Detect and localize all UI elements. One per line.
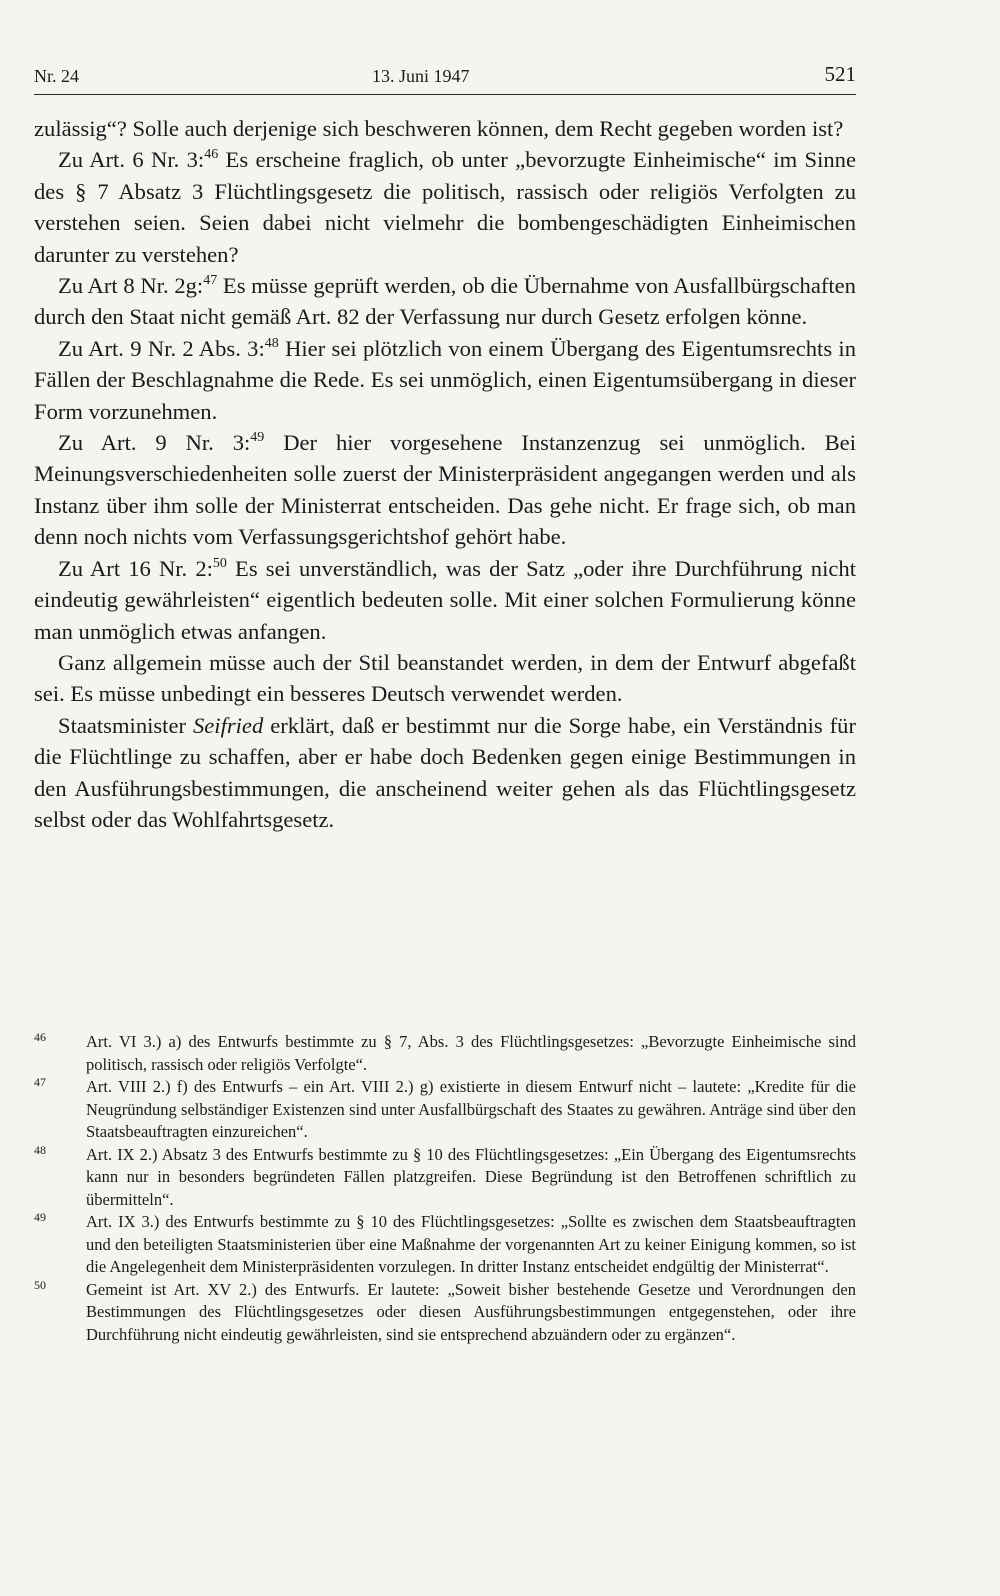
paragraph-text: Hier sei plötzlich von einem Übergang des Eigentumsrechts in Fällen der Beschlagnahme die Rede. Es sei unmöglich, einen Eigentumsübergang in dieser Form vorzunehmen. xyxy=(34,335,856,424)
paragraph xyxy=(34,333,856,427)
footnote-text: Art. VIII 2.) f) des Entwurfs – ein Art. VIII 2.) g) existierte in diesem Entwurf nicht – lautete: „Kredite für die Neugründung selbständiger Existenzen sind unter Ausfallbürgschaft des Staates zu gewähren. Anträge sind über den Staatsbeauftragten einzureichen“. xyxy=(86,1077,856,1141)
footnote xyxy=(34,1144,856,1212)
footnote-text: Gemeint ist Art. XV 2.) des Entwurfs. Er lautete: „Soweit bisher bestehende Gesetze und Verordnungen den Bestimmungen des Flüchtlingsgesetzes oder diesen Ausführungsbestimmungen entgegenstehen, oder ihre Durchführung nicht eindeutig gewährleisten, sind sie entsprechend abzuändern oder zu ergänzen“. xyxy=(86,1279,856,1344)
footnote-number: 50 xyxy=(34,1277,46,1292)
footnote-ref: 47 xyxy=(203,273,218,289)
paragraph-text: Es müsse geprüft werden, ob die Übernahme von Ausfallbürgschaften durch den Staat nicht gemäß Art. 82 der Verfassung nur durch Gesetz erfolgen könne. xyxy=(34,273,856,330)
footnote-text: Art. VI 3.) a) des Entwurfs bestimmte zu § 7, Abs. 3 des Flüchtlingsgesetzes: „Bevorzugte Einheimische sind politisch, rassisch oder religiös Verfolgte“. xyxy=(86,1032,856,1074)
footnote-text: Art. IX 2.) Absatz 3 des Entwurfs bestimmte zu § 10 des Flüchtlingsgesetzes: „Ein Übergang des Eigentumsrechts kann nur in besonders begründeten Fällen platzgreifen. Diese Begründung ist den Betroffenen schriftlich zu übermitteln“. xyxy=(86,1144,856,1209)
paragraph: zulässig“? Solle auch derjenige sich beschweren können, dem Recht gegeben worden ist? xyxy=(34,116,844,141)
footnote-number: 46 xyxy=(34,1030,46,1044)
footnote xyxy=(34,1076,856,1144)
footnote xyxy=(34,1211,856,1279)
paragraph-lead: Zu Art 16 Nr. 2: xyxy=(58,555,213,581)
paragraph-lead: Zu Art. 9 Nr. 2 Abs. 3: xyxy=(58,335,265,361)
footnote-number: 47 xyxy=(34,1075,46,1089)
body-text xyxy=(34,113,856,835)
footnote xyxy=(34,1279,856,1347)
footnote-ref: 49 xyxy=(250,430,265,446)
paragraph xyxy=(34,144,856,270)
paragraph xyxy=(34,427,856,553)
issue-number: Nr. 24 xyxy=(34,66,79,86)
footnote-ref: 50 xyxy=(212,555,227,571)
document-page xyxy=(34,60,856,1344)
paragraph-text: Der hier vorgesehene Instanzenzug sei unmöglich. Bei Meinungsverschiedenheiten solle zuerst der Ministerpräsident angegangen werden und als Instanz über ihm solle der Ministerrat entscheiden. Das gehe nicht. Er frage sich, ob man denn noch nichts vom Verfassungsgerichtshof gehört habe. xyxy=(34,430,856,550)
paragraph xyxy=(34,710,856,836)
paragraph xyxy=(34,553,856,647)
header-date: 13. Juni 1947 xyxy=(372,66,470,86)
footnote-text: Art. IX 3.) des Entwurfs bestimmte zu § 10 des Flüchtlingsgesetzes: „Sollte es zwischen dem Staatsbeauftragten und den beteiligten Staatsministerien über eine Maßnahme der vorgenannten Art zu keiner Einigung kommen, so ist die Angelegenheit dem Ministerpräsidenten vorzulegen. In dritter Instanz entscheidet endgültig der Ministerrat“. xyxy=(86,1212,856,1276)
footnotes xyxy=(34,1031,856,1346)
paragraph-lead: Zu Art. 6 Nr. 3: xyxy=(58,147,205,173)
paragraph-lead: Zu Art. 9 Nr. 3: xyxy=(58,430,251,456)
paragraph xyxy=(34,270,856,333)
footnote xyxy=(34,1031,856,1076)
paragraph-lead: Zu Art 8 Nr. 2g: xyxy=(58,273,204,299)
paragraph-text: erklärt, daß er bestimmt nur die Sorge habe, ein Verständnis für die Flüchtlinge zu schaffen, aber er habe doch Bedenken gegen einige Bestimmungen in den Ausführungsbestimmungen, die anscheinend weiter gehen als das Flüchtlingsgesetz selbst oder das Wohlfahrtsgesetz. xyxy=(34,712,856,832)
footnote-ref: 48 xyxy=(264,335,279,351)
page-number: 521 xyxy=(824,62,856,86)
speaker-name: Seifried xyxy=(192,712,264,738)
page-header xyxy=(34,60,856,95)
footnote-ref: 46 xyxy=(204,147,219,163)
paragraph: Ganz allgemein müsse auch der Stil beanstandet werden, in dem der Entwurf abgefaßt sei. Es müsse unbedingt ein besseres Deutsch verwendet werden. xyxy=(34,649,856,707)
paragraph-text: Es sei unverständlich, was der Satz „oder ihre Durchführung nicht eindeutig gewährleisten“ eigentlich bedeuten solle. Mit einer solchen Formulierung könne man unmöglich etwas anfangen. xyxy=(34,555,856,644)
paragraph-text: Es erscheine fraglich, ob unter „bevorzugte Einheimische“ im Sinne des § 7 Absatz 3 Flüchtlingsgesetz die politisch, rassisch oder religiös Verfolgten zu verstehen seien. Seien dabei nicht vielmehr die bombengeschädigten Einheimischen darunter zu verstehen? xyxy=(34,147,856,267)
footnote-number: 48 xyxy=(34,1142,46,1157)
footnote-number: 49 xyxy=(34,1210,46,1224)
paragraph-lead: Staatsminister xyxy=(58,712,193,738)
